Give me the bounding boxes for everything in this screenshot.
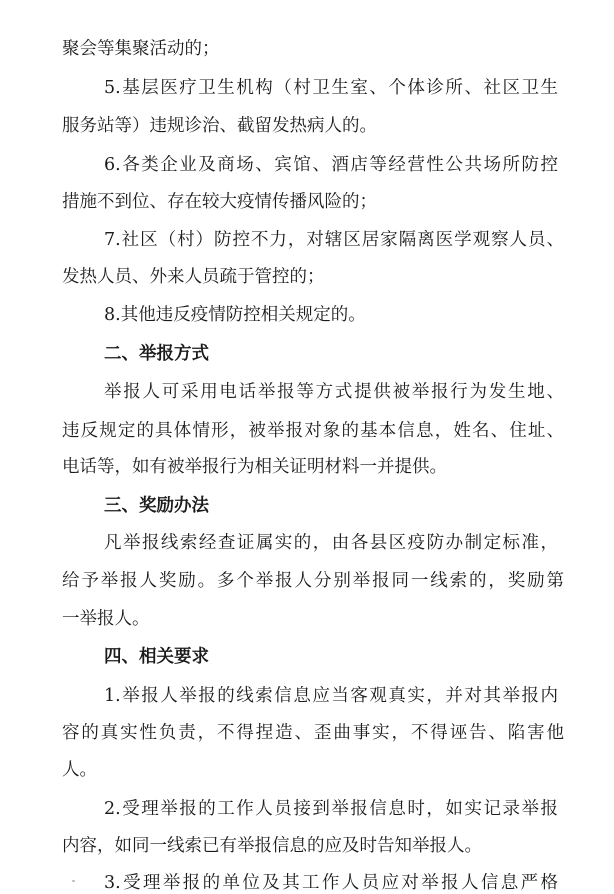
text-line: 服务站等）违规诊治、截留发热病人的。 [62,116,377,136]
text-line: 举报人可采用电话举报等方式提供被举报行为发生地、 [104,382,564,402]
text-line: 凡举报线索经查证属实的，由各县区疫防办制定标准， [104,533,558,553]
scan-speck [72,880,75,882]
text-line: 电话等，如有被举报行为相关证明材料一并提供。 [62,457,447,477]
section-heading-reward: 三、奖励办法 [104,496,209,516]
text-line: 内容，如同一线索已有举报信息的应及时告知举报人。 [62,836,482,856]
section-heading-requirements: 四、相关要求 [104,647,209,667]
list-item-7: 7.社区（村）防控不力，对辖区居家隔离医学观察人员、 [104,230,564,250]
section-heading-report-method: 二、举报方式 [104,344,209,364]
text-line: 发热人员、外来人员疏于管控的； [62,267,325,287]
list-item-5: 5.基层医疗卫生机构（村卫生室、个体诊所、社区卫生 [104,78,558,98]
text-line: 措施不到位、存在较大疫情传播风险的； [62,192,377,212]
text-line: 一举报人。 [62,609,150,629]
list-item-3: 3.受理举报的单位及其工作人员应对举报人信息严格 [104,873,558,893]
list-item-1: 1.举报人举报的线索信息应当客观真实，并对其举报内 [104,686,558,706]
text-line: 聚会等集聚活动的； [62,39,220,59]
text-line: 容的真实性负责，不得捏造、歪曲事实，不得诬告、陷害他 [62,723,564,743]
list-item-6: 6.各类企业及商场、宾馆、酒店等经营性公共场所防控 [104,155,558,175]
list-item-2: 2.受理举报的工作人员接到举报信息时，如实记录举报 [104,799,558,819]
text-line: 给予举报人奖励。多个举报人分别举报同一线索的，奖励第 [62,571,564,591]
text-line: 人。 [62,760,97,780]
list-item-8: 8.其他违反疫情防控相关规定的。 [104,305,366,325]
text-line: 违反规定的具体情形，被举报对象的基本信息，姓名、住址、 [62,421,564,441]
